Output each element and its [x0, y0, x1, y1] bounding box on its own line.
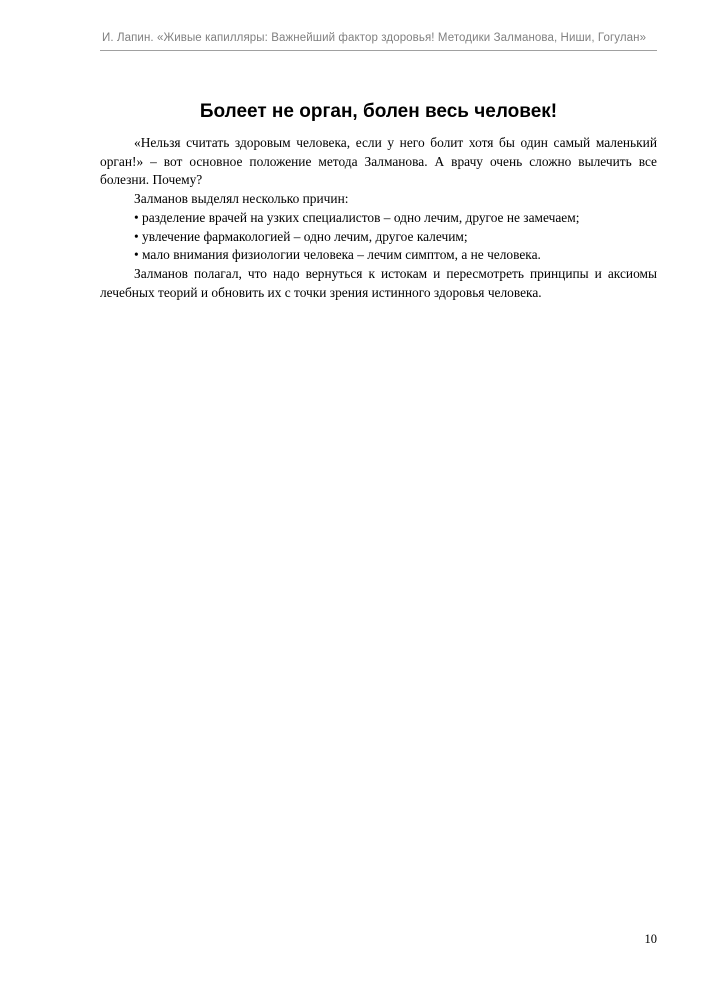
chapter-title: Болеет не орган, болен весь человек!: [199, 101, 558, 122]
bullet-item-physiology: • мало внимания физиологии человека – лечим симптом, а не человека.: [134, 247, 541, 263]
running-header: И. Лапин. «Живые капилляры: Важнейший фактор здоровья! Методики Залманова, Ниши, Гогулан»: [102, 32, 647, 44]
bullet-item-specialists: • разделение врачей на узких специалистов – одно лечим, другое не замечаем;: [134, 209, 580, 225]
paragraph-reasons: Залманов выделял несколько причин:: [134, 191, 349, 207]
paragraph-intro: «Нельзя считать здоровым человека, если у него болит хотя бы один самый маленький орган!» – вот основное положение метода Залманова. А врачу очень сложно вылечить все болезни. Почему?: [100, 135, 657, 188]
bullet-item-pharmacology: • увлечение фармакологией – одно лечим, другое калечим;: [134, 228, 468, 244]
page-number: 10: [644, 932, 657, 946]
paragraph-conclusion: Залманов полагал, что надо вернуться к истокам и пересмотреть принципы и аксиомы лечебных теорий и обновить их с точки зрения истинного здоровья человека.: [100, 265, 657, 300]
header-divider: [100, 50, 657, 51]
body-text: [100, 134, 657, 302]
